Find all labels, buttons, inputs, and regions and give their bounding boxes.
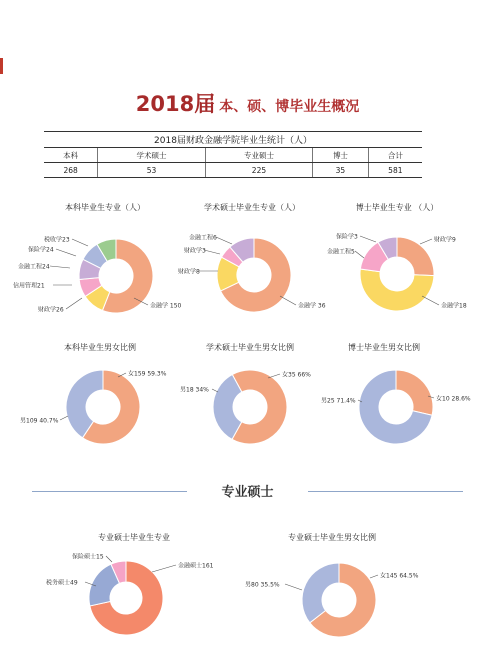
donut-chart-3 [327,202,467,311]
donut-slice [213,375,242,440]
slice-label: 男109 40.7% [20,417,59,425]
slice-label: 金融学 36 [298,302,326,310]
slice-label: 保险学24 [28,246,54,254]
stats-header-cell: 本科 [44,148,98,163]
stats-value-cell: 268 [44,163,98,178]
label-leader-line [56,249,76,256]
chart-title: 专业硕士毕业生专业 [98,533,170,542]
stats-value-cell: 581 [368,163,422,178]
slice-label: 金融硕士161 [178,562,214,570]
page-title-rest: 本、硕、博毕业生概况 [219,99,360,115]
slice-label: 女10 28.6% [436,395,471,403]
slice-label: 女145 64.5% [380,572,419,580]
chart-title: 本科毕业生专业（人） [65,203,145,212]
label-leader-line [420,239,432,244]
section-title: 专业硕士 [221,485,274,500]
stats-header-cell: 博士 [313,148,368,163]
label-leader-line [280,296,296,305]
slice-label: 税收学23 [44,236,70,244]
stats-value-cell: 35 [313,163,368,178]
chart-title: 博士毕业生专业 （人） [355,203,439,212]
stats-header-cell: 学术硕士 [98,148,205,163]
chart-title: 本科毕业生男女比例 [64,343,136,352]
label-leader-line [50,266,70,268]
donut-slice [302,563,339,623]
donut-chart-4 [20,342,167,444]
slice-label: 男25 71.4% [321,397,356,405]
slice-label: 保险硕士15 [72,553,104,561]
label-leader-line [204,250,220,254]
label-leader-line [60,416,68,420]
slice-label: 金融工程5 [327,248,355,256]
label-leader-line [285,584,302,590]
slice-label: 信用管理21 [13,282,45,290]
donut-chart-6 [321,342,471,444]
slice-label: 财政学26 [38,306,64,314]
label-leader-line [106,556,112,562]
donut-chart-5 [180,342,311,444]
slice-label: 税务硕士49 [46,579,78,587]
slice-label: 金融学 150 [150,302,182,310]
donut-slice [360,269,434,311]
stats-header-cell: 合计 [368,148,422,163]
chart-title: 专业硕士毕业生男女比例 [288,533,376,542]
donut-slice [232,370,287,444]
page-title-year: 2018届 [135,92,216,116]
donut-slice [396,370,433,415]
slice-label: 保险学3 [336,233,358,241]
stats-value-cell: 225 [205,163,312,178]
donut-chart-2 [178,202,326,312]
stats-table-caption: 2018届财政金融学院毕业生统计（人） [44,132,422,148]
donut-chart-8 [245,532,419,637]
stats-header-cell: 专业硕士 [205,148,312,163]
slice-label: 女159 59.3% [128,370,167,378]
label-leader-line [355,251,364,258]
slice-label: 财政学8 [178,268,200,276]
slice-label: 女35 66% [282,371,311,379]
slice-label: 金融学18 [441,302,467,310]
stats-value-cell: 53 [98,163,205,178]
label-leader-line [66,298,82,309]
donut-slice [397,237,434,276]
slice-label: 财政学3 [184,247,206,255]
donut-chart-1 [13,202,182,314]
slice-label: 金融工程24 [18,263,50,271]
label-leader-line [152,565,176,572]
label-leader-line [370,575,378,578]
slice-label: 金融工程6 [189,234,217,242]
chart-title: 学术硕士毕业生男女比例 [206,343,294,352]
slice-label: 男80 35.5% [245,581,280,589]
label-leader-line [360,236,376,242]
slice-label: 财政学9 [434,236,456,244]
label-leader-line [422,296,439,305]
chart-title: 学术硕士毕业生专业（人） [204,203,300,212]
label-leader-line [72,239,88,246]
donut-chart-7 [46,532,214,635]
chart-title: 博士毕业生男女比例 [348,343,420,352]
label-leader-line [216,237,232,244]
slice-label: 男18 34% [180,386,209,394]
